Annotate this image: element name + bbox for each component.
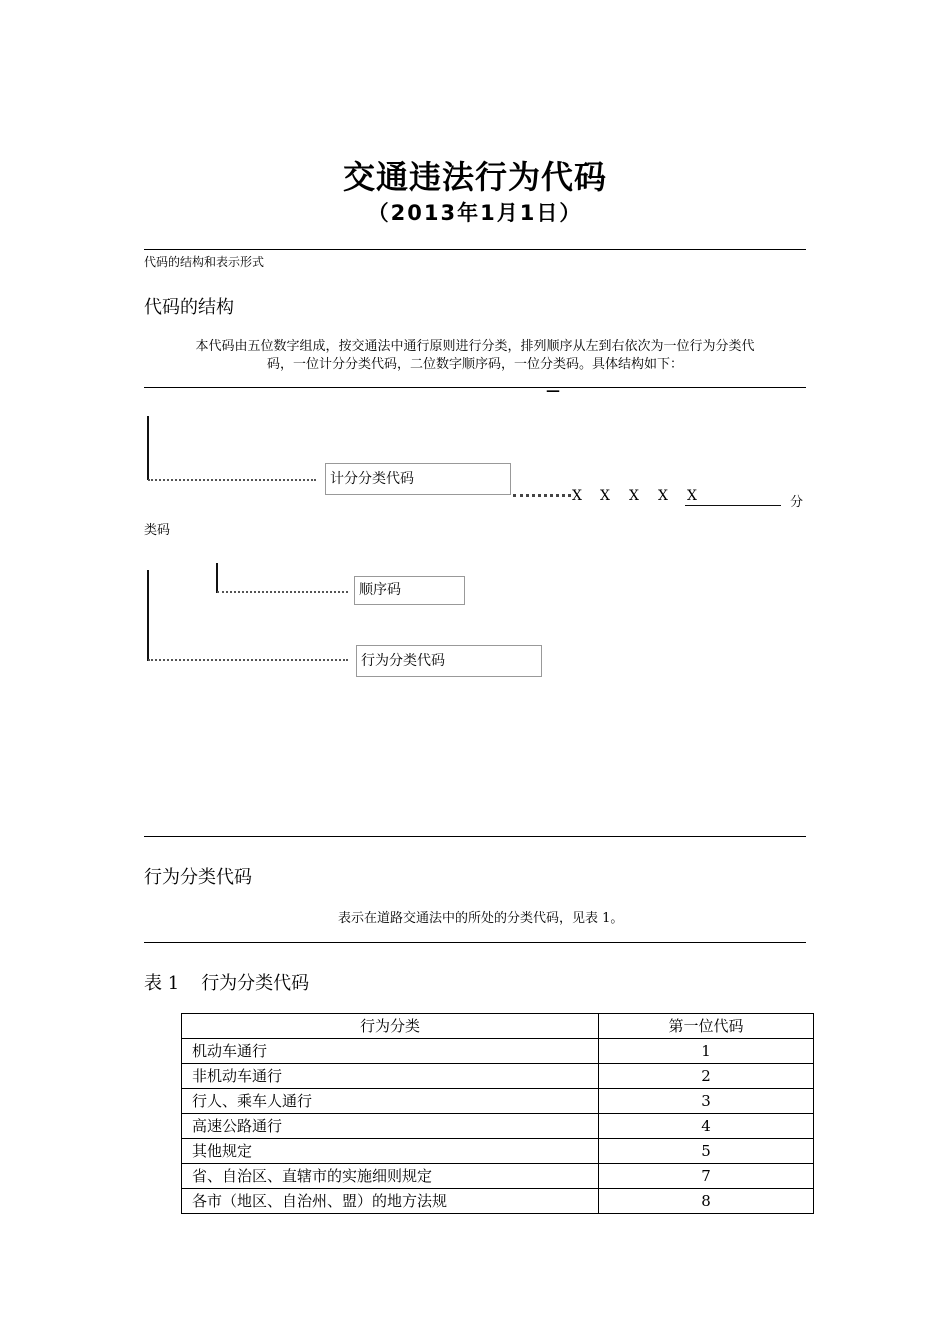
code-digit: X (572, 488, 582, 504)
bracket-line (147, 570, 149, 661)
table-row (182, 1139, 814, 1164)
column-header: 第一位代码 (599, 1014, 814, 1039)
behavior-class-table (181, 1013, 814, 1214)
divider (144, 249, 806, 250)
behavior-class-heading: 行为分类代码 (144, 867, 252, 888)
table-cell-code: 2 (599, 1064, 814, 1089)
connector-line (513, 494, 571, 497)
behavior-class-paragraph: 表示在道路交通法中的所处的分类代码，见表 1。 (338, 911, 624, 926)
divider (144, 942, 806, 943)
table-caption-number: 表 1 (144, 973, 180, 994)
underline (685, 505, 781, 506)
column-header: 行为分类 (182, 1014, 599, 1039)
divider (144, 387, 806, 388)
table-row (182, 1114, 814, 1139)
code-digit: X (600, 488, 610, 504)
trailing-text: 分 (790, 495, 804, 510)
connector-line (148, 659, 348, 661)
document-title: 交通违法行为代码 (342, 158, 607, 196)
table-cell-category: 省、自治区、直辖市的实施细则规定 (182, 1164, 599, 1189)
structure-paragraph (144, 338, 806, 374)
table-cell-code: 8 (599, 1189, 814, 1214)
table-cell-category: 机动车通行 (182, 1039, 599, 1064)
table-caption-title: 行为分类代码 (201, 973, 310, 994)
table-cell-code: 4 (599, 1114, 814, 1139)
table-row (182, 1064, 814, 1089)
table-cell-category: 非机动车通行 (182, 1064, 599, 1089)
table-row (182, 1089, 814, 1114)
code-digit: X (658, 488, 668, 504)
structure-paragraph-line-2: 码，一位计分分类代码，二位数字顺序码，一位分类码。具体结构如下： (266, 357, 683, 372)
connector-line (217, 591, 348, 593)
divider (144, 836, 806, 837)
table-caption (144, 969, 309, 995)
connector-line (148, 479, 316, 481)
table-cell-code: 5 (599, 1139, 814, 1164)
document-date: （2013年1月1日） (367, 201, 583, 225)
table-cell-code: 1 (599, 1039, 814, 1064)
table-row (182, 1164, 814, 1189)
trailing-text: 类码 (144, 523, 171, 538)
bracket-line (147, 416, 149, 480)
table-cell-code: 7 (599, 1164, 814, 1189)
table-header-row (182, 1014, 814, 1039)
table-row (182, 1189, 814, 1214)
dash-mark: — (546, 383, 560, 399)
table-cell-code: 3 (599, 1089, 814, 1114)
bracket-line (216, 563, 218, 593)
table-cell-category: 各市（地区、自治州、盟）的地方法规 (182, 1189, 599, 1214)
score-class-code-box: 计分分类代码 (325, 463, 511, 495)
structure-heading: 代码的结构 (144, 297, 234, 318)
behavior-class-code-box: 行为分类代码 (356, 645, 542, 677)
section-label: 代码的结构和表示形式 (144, 255, 265, 269)
code-placeholder (572, 488, 582, 504)
table-cell-category: 行人、乘车人通行 (182, 1089, 599, 1114)
table-cell-category: 高速公路通行 (182, 1114, 599, 1139)
table-cell-category: 其他规定 (182, 1139, 599, 1164)
code-digit: X (629, 488, 639, 504)
structure-paragraph-line-1: 本代码由五位数字组成，按交通法中通行原则进行分类，排列顺序从左到右依次为一位行为分类代 (195, 339, 755, 354)
table-row (182, 1039, 814, 1064)
sequence-code-box: 顺序码 (354, 576, 465, 605)
code-digit: X (687, 488, 697, 504)
